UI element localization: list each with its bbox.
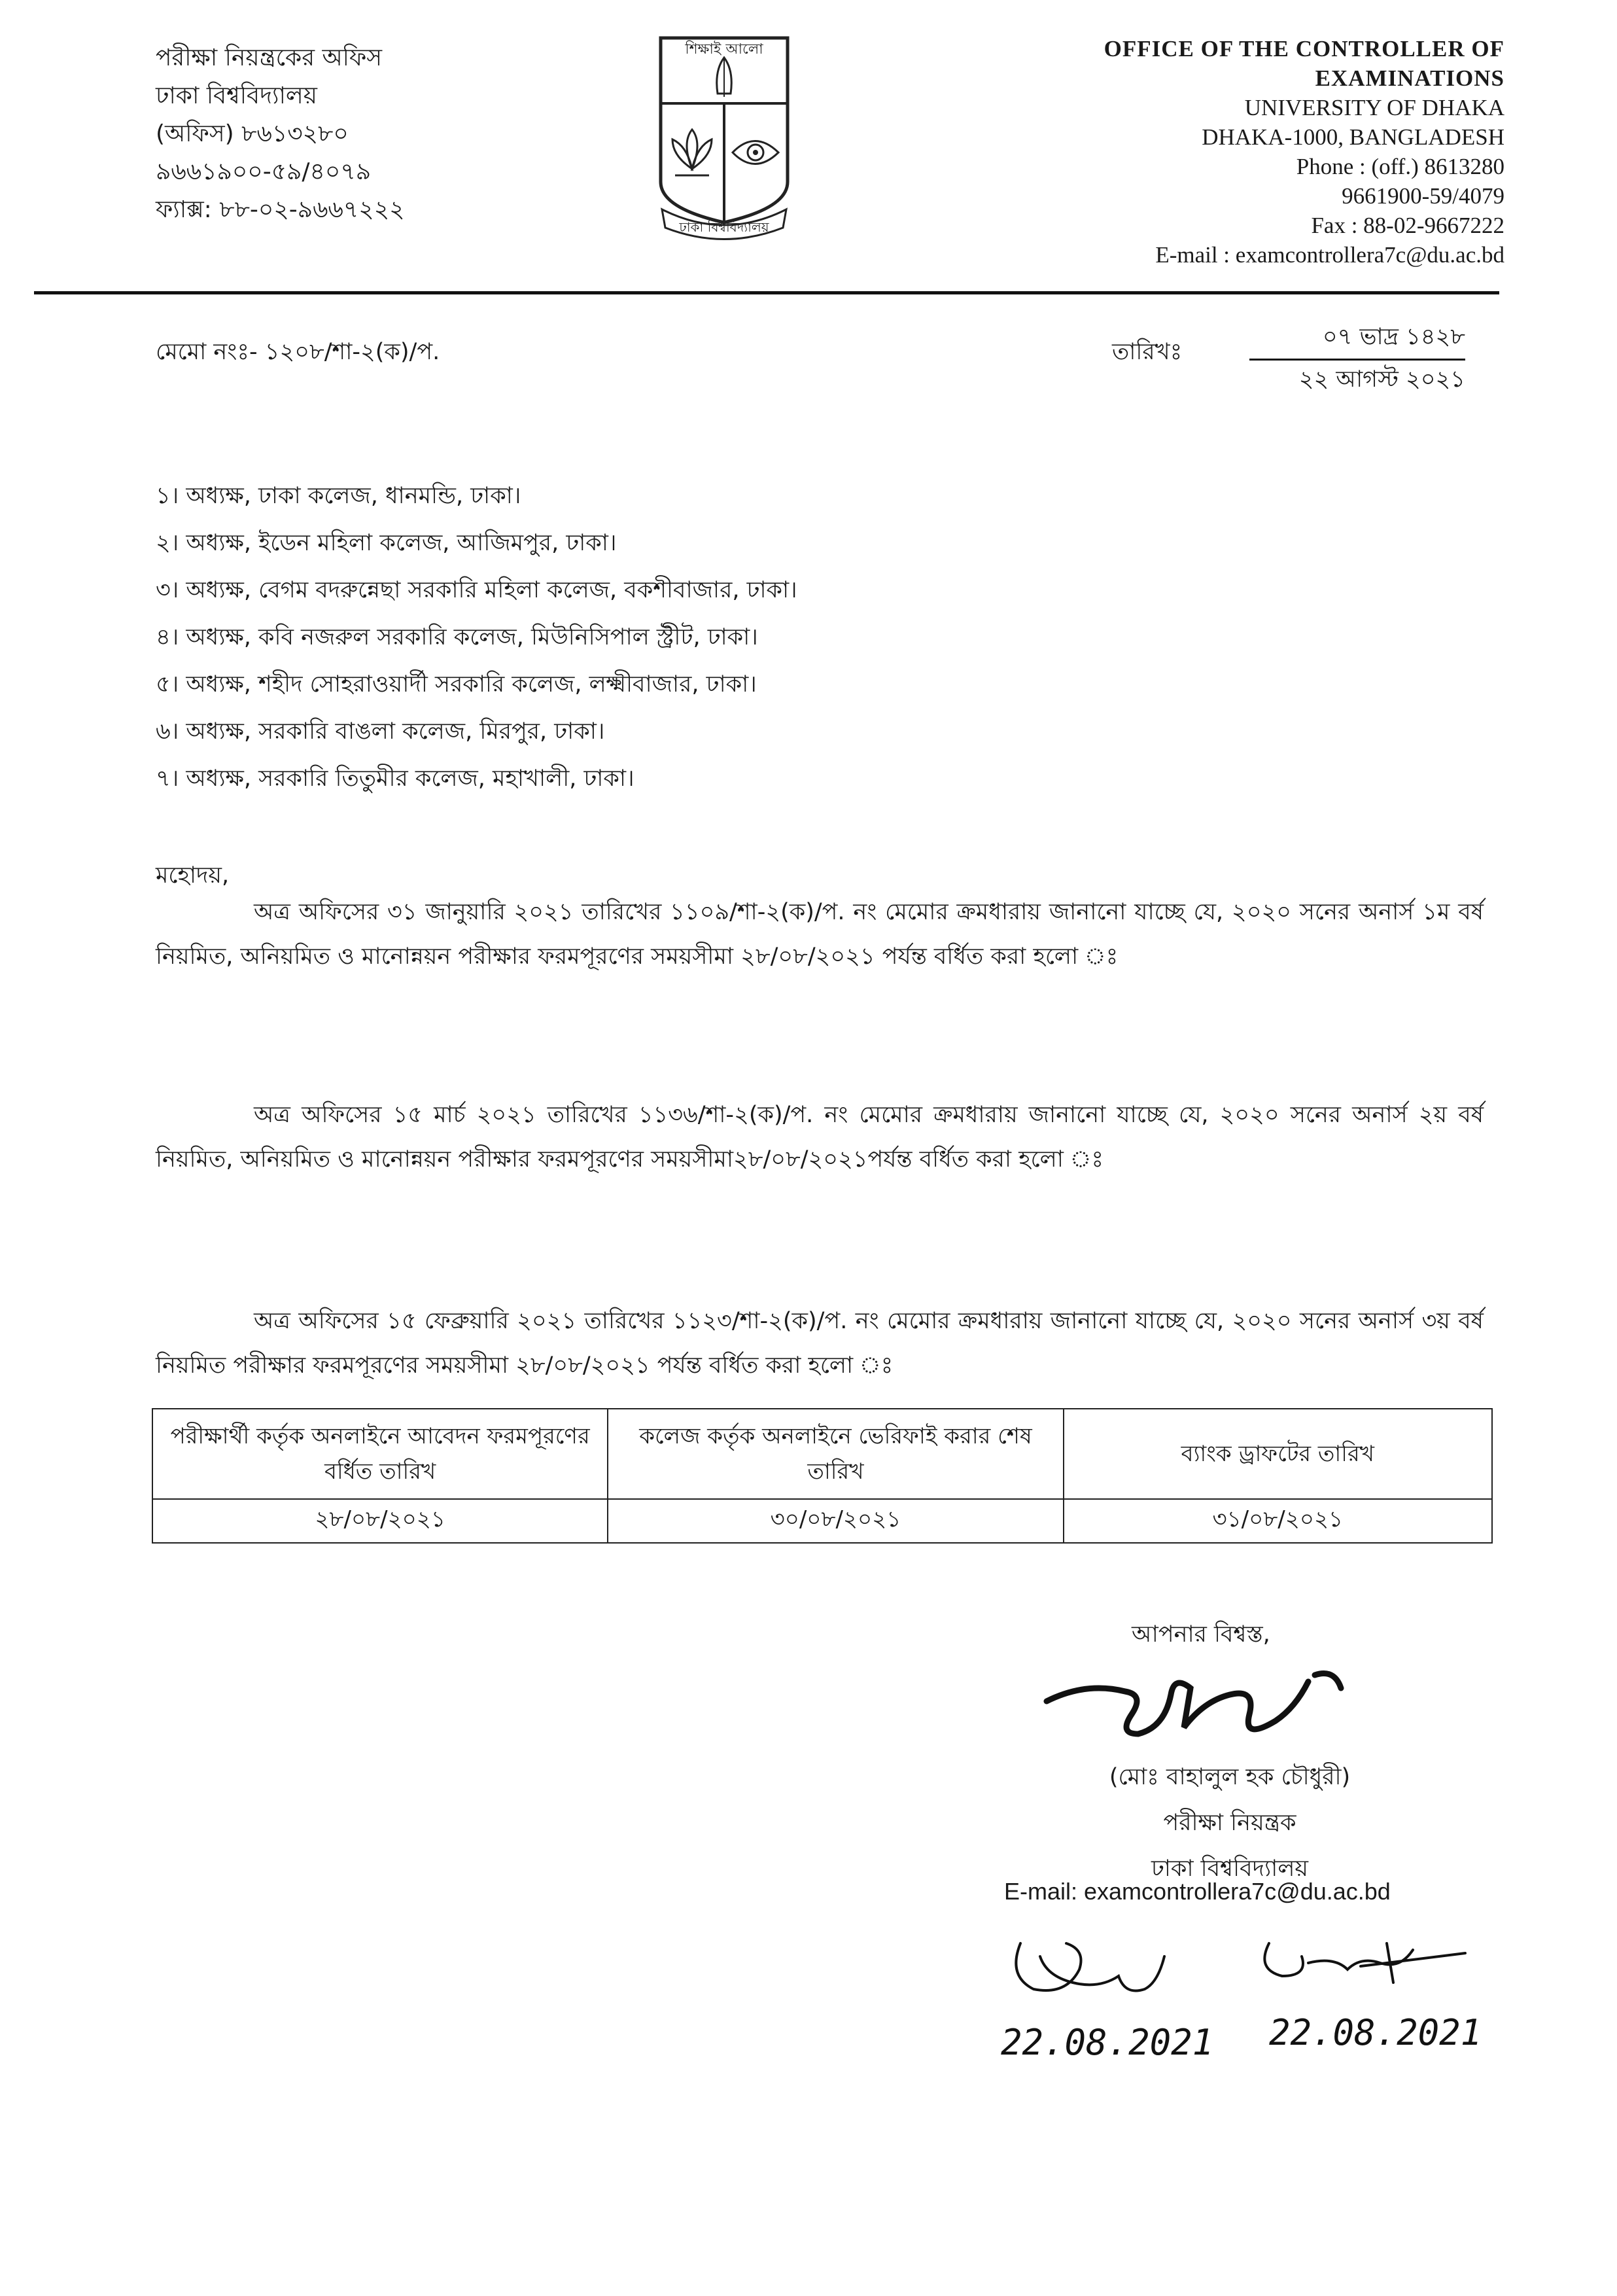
- table-cell: ৩০/০৮/২০২১: [608, 1499, 1063, 1543]
- table-header-cell: কলেজ কর্তৃক অনলাইনে ভেরিফাই করার শেষ তারিখ: [608, 1409, 1063, 1499]
- body-paragraph: অত্র অফিসের ১৫ ফেব্রুয়ারি ২০২১ তারিখের ১১২৩/শা-২(ক)/প. নং মেমোর ক্রমধারায় জানানো যাচ্ছে যে, ২০২০ সনের অনার্স ৩য় বর্ষ নিয়মিত পরীক্ষার ফরমপূরণের সময়সীমা ২৮/০৮/২০২১ পর্যন্ত বর্ধিত করা হলো ঃ: [156, 1308, 1484, 1379]
- signatory-designation: পরীক্ষা নিয়ন্ত্রক: [1163, 1810, 1296, 1836]
- date-label: তারিখঃ: [1112, 339, 1183, 365]
- recipient-item: ৩। অধ্যক্ষ, বেগম বদরুন্নেছা সরকারি মহিলা কলেজ, বকশীবাজার, ঢাকা।: [156, 577, 797, 603]
- phone-2: 9661900-59/4079: [1342, 183, 1504, 209]
- closing: আপনার বিশ্বস্ত,: [1132, 1621, 1270, 1648]
- signatory-email: E-mail: examcontrollera7c@du.ac.bd: [1004, 1878, 1391, 1905]
- address: DHAKA-1000, BANGLADESH: [1202, 124, 1504, 150]
- table-header-cell: ব্যাংক ড্রাফটের তারিখ: [1064, 1409, 1492, 1499]
- memo-dates: [1249, 318, 1465, 398]
- table-row: [152, 1499, 1492, 1543]
- handwritten-date-1: 22.08.2021: [1001, 2022, 1214, 2063]
- header-bn-line: পরীক্ষা নিয়ন্ত্রকের অফিস: [156, 44, 383, 71]
- table-cell: ৩১/০৮/২০২১: [1064, 1499, 1492, 1543]
- header-divider: [34, 291, 1499, 294]
- office-title-2: EXAMINATIONS: [1315, 65, 1504, 91]
- body-paragraph: অত্র অফিসের ১৫ মার্চ ২০২১ তারিখের ১১৩৬/শা-২(ক)/প. নং মেমোর ক্রমধারায় জানানো যাচ্ছে যে, ২০২০ সনের অনার্স ২য় বর্ষ নিয়মিত, অনিয়মিত ও মানোন্নয়ন পরীক্ষার ফরমপূরণের সময়সীমা২৮/০৮/২০২১পর্যন্ত বর্ধিত করা হলো ঃ: [156, 1102, 1484, 1173]
- recipient-item: ৬। অধ্যক্ষ, সরকারি বাঙলা কলেজ, মিরপুর, ঢাকা।: [156, 718, 605, 745]
- body-paragraph: অত্র অফিসের ৩১ জানুয়ারি ২০২১ তারিখের ১১০৯/শা-২(ক)/প. নং মেমোর ক্রমধারায় জানানো যাচ্ছে যে, ২০২০ সনের অনার্স ১ম বর্ষ নিয়মিত, অনিয়মিত ও মানোন্নয়ন পরীক্ষার ফরমপূরণের সময়সীমা ২৮/০৮/২০২১ পর্যন্ত বর্ধিত করা হলো ঃ: [156, 899, 1484, 970]
- phone: Phone : (off.) 8613280: [1296, 154, 1504, 179]
- handwritten-initials: [994, 1917, 1491, 2074]
- table-cell: ২৮/০৮/২০২১: [152, 1499, 608, 1543]
- header-email: E-mail : examcontrollera7c@du.ac.bd: [1155, 242, 1504, 268]
- salutation: মহোদয়,: [156, 862, 230, 889]
- header-bn-line: ঢাকা বিশ্ববিদ্যালয়: [156, 82, 317, 109]
- date-bangla-calendar: ০৭ ভাদ্র ১৪২৮: [1249, 318, 1465, 361]
- recipient-item: ২। অধ্যক্ষ, ইডেন মহিলা কলেজ, আজিমপুর, ঢাকা।: [156, 530, 617, 556]
- logo-banner-text: ঢাকা বিশ্ববিদ্যালয়: [679, 219, 769, 235]
- logo-motto: শিক্ষাই আলো: [685, 41, 763, 58]
- recipient-item: ৫। অধ্যক্ষ, শহীদ সোহরাওয়ার্দী সরকারি কলেজ, লক্ষ্মীবাজার, ঢাকা।: [156, 671, 757, 698]
- table-header-cell: পরীক্ষার্থী কর্তৃক অনলাইনে আবেদন ফরমপূরণের বর্ধিত তারিখ: [152, 1409, 608, 1499]
- header-bn-line: ফ্যাক্স: ৮৮-০২-৯৬৬৭২২২: [156, 196, 405, 223]
- fax: Fax : 88-02-9667222: [1311, 213, 1504, 238]
- university-logo: [649, 31, 799, 247]
- controller-signature: [1034, 1655, 1400, 1754]
- table-header-row: [152, 1409, 1492, 1499]
- recipient-item: ১। অধ্যক্ষ, ঢাকা কলেজ, ধানমন্ডি, ঢাকা।: [156, 483, 521, 509]
- header-bn-line: ৯৬৬১৯০০-৫৯/৪০৭৯: [156, 158, 372, 185]
- recipient-list: [156, 478, 797, 807]
- recipient-item: ৭। অধ্যক্ষ, সরকারি তিতুমীর কলেজ, মহাখালী, ঢাকা।: [156, 766, 635, 792]
- date-gregorian: ২২ আগস্ট ২০২১: [1298, 366, 1465, 393]
- handwritten-date-2: 22.08.2021: [1269, 2012, 1482, 2053]
- header-bangla-block: [156, 39, 405, 229]
- header-english-block: [1104, 34, 1504, 270]
- deadline-table: [152, 1408, 1493, 1544]
- memo-number: মেমো নংঃ- ১২০৮/শা-২(ক)/প.: [156, 339, 440, 365]
- recipient-item: ৪। অধ্যক্ষ, কবি নজরুল সরকারি কলেজ, মিউনিসিপাল স্ট্রীট, ঢাকা।: [156, 624, 758, 650]
- lotus-icon: [672, 130, 712, 175]
- signatory-name: (মোঃ বাহালুল হক চৌধুরী): [1109, 1764, 1351, 1790]
- signatory-university: ঢাকা বিশ্ববিদ্যালয়: [1151, 1856, 1309, 1882]
- university-name: UNIVERSITY OF DHAKA: [1244, 95, 1504, 120]
- eye-icon: [733, 141, 778, 164]
- header-bn-line: (অফিস) ৮৬১৩২৮০: [156, 120, 349, 147]
- office-title: OFFICE OF THE CONTROLLER OF: [1104, 36, 1504, 62]
